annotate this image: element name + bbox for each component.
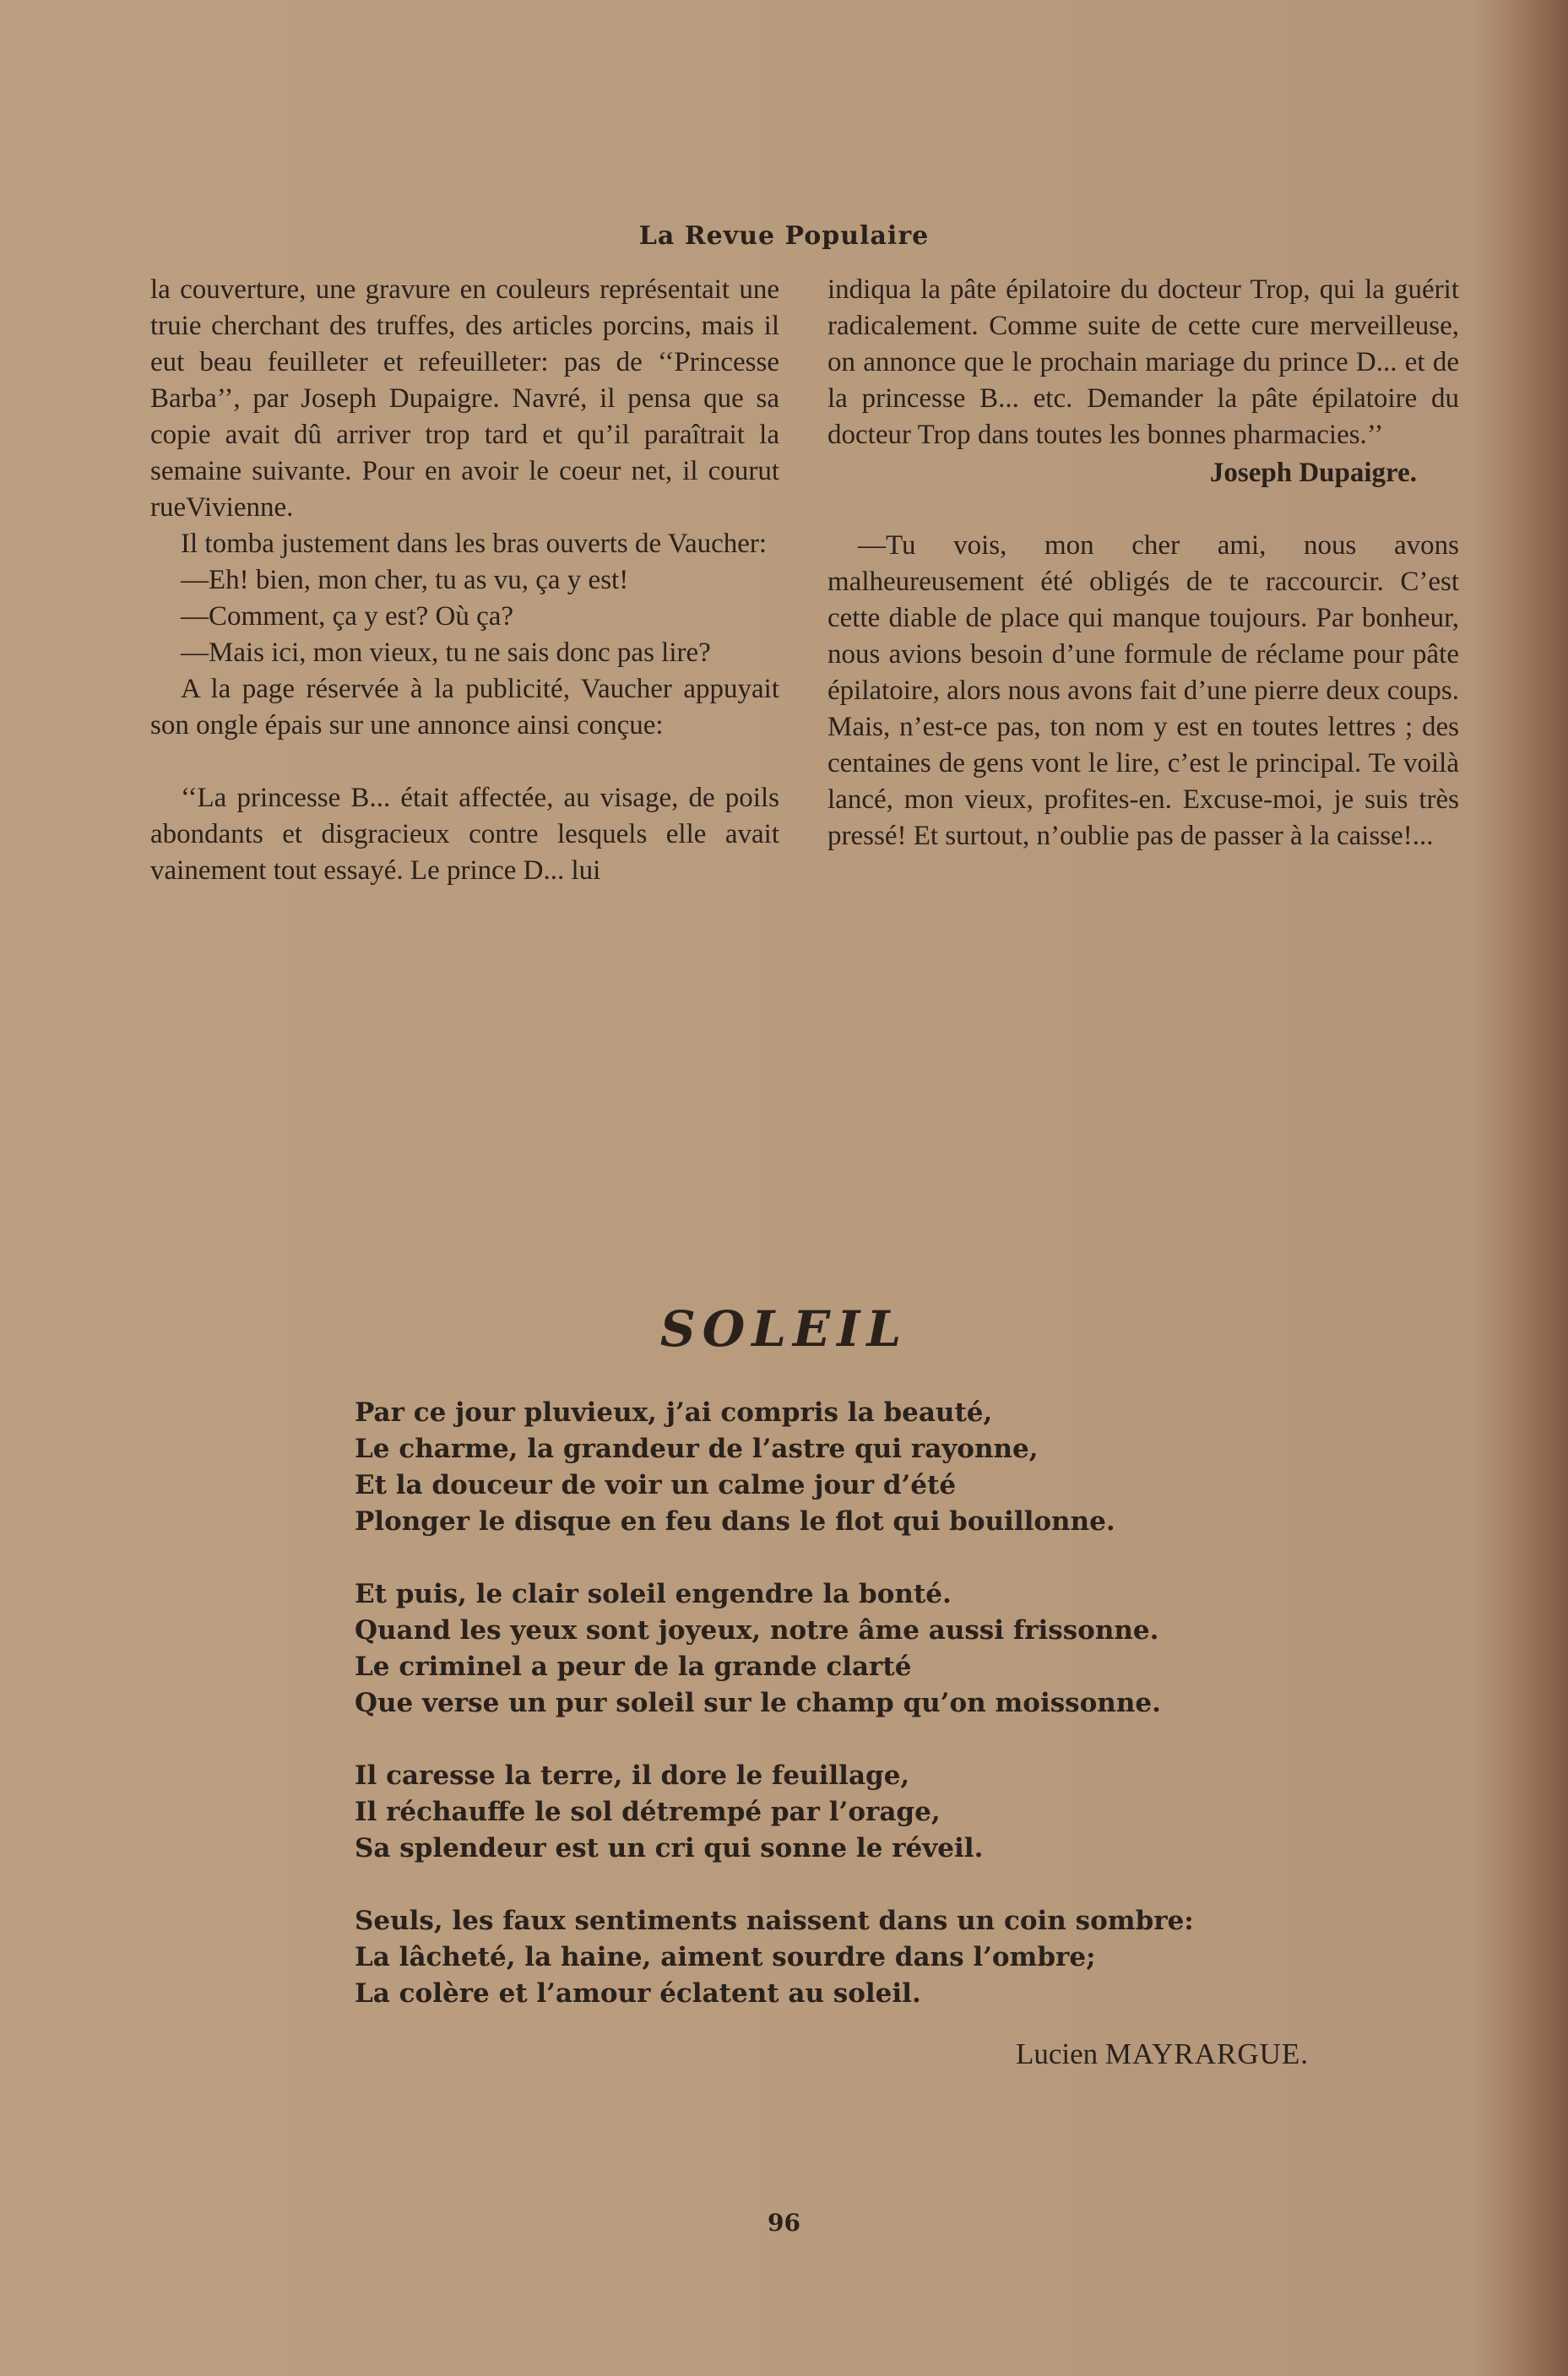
verse-line: La lâcheté, la haine, aiment sourdre dans l’ombre; [355, 1942, 1096, 1972]
author-last-name: MAYRARGUE. [1104, 2037, 1309, 2070]
paragraph: —Comment, ça y est? Où ça? [181, 601, 514, 632]
verse-line: Le criminel a peur de la grande clarté [355, 1652, 912, 1682]
stanza [355, 1576, 1368, 1722]
right-column [827, 272, 1459, 854]
stanza [355, 1903, 1368, 2012]
verse-line: Que verse un pur soleil sur le champ qu’on moissonne. [355, 1688, 1161, 1718]
poem-author [929, 2037, 1309, 2071]
verse-line: Il réchauffe le sol détrempé par l’orage, [355, 1797, 941, 1827]
paragraph: Il tomba justement dans les bras ouverts de Vaucher: [181, 529, 768, 559]
verse-line: Le charme, la grandeur de l’astre qui rayonne, [355, 1434, 1039, 1464]
paragraph: la couverture, une gravure en couleurs représentait une truie cherchant des truffes, des articles porcins, mais il eut beau feuilleter et refeuilleter: pas de ‘‘Princesse Barba’’, par Joseph Dupaigre. Navré, il pensa que sa copie avait dû arriver trop tard et qu’il paraîtrait la semaine suivante. Pour en avoir le coeur net, il courut rueVivienne. [150, 274, 779, 523]
left-column [150, 272, 779, 889]
poem [355, 1395, 1368, 2048]
stanza [355, 1758, 1368, 1867]
paragraph: indiqua la pâte épilatoire du docteur Trop, qui la guérit radicalement. Comme suite de cette cure merveilleuse, on annonce que le prochain mariage du prince D... et de la princesse B... etc. Demander la pâte épilatoire du docteur Trop dans toutes les bonnes pharmacies.’’ [827, 274, 1459, 450]
verse-line: Et puis, le clair soleil engendre la bonté. [355, 1579, 952, 1609]
page-number: 96 [768, 2209, 800, 2237]
poem-title: SOLEIL [659, 1300, 909, 1358]
verse-line: Par ce jour pluvieux, j’ai compris la beauté, [355, 1397, 993, 1428]
verse-line: Sa splendeur est un cri qui sonne le réveil. [355, 1833, 984, 1863]
paragraph: —Tu vois, mon cher ami, nous avons malheureusement été obligés de te raccourcir. C’est cette diable de place qui manque toujours. Par bonheur, nous avions besoin d’une formule de réclame pour pâte épilatoire, alors nous avons fait d’une pierre deux coups. Mais, n’est-ce pas, ton nom y est en toutes lettres ; des centaines de gens vont le lire, c’est le principal. Te voilà lancé, mon vieux, profites-en. Excuse-moi, je suis très pressé! Et surtout, n’oublie pas de passer à la caisse!... [827, 530, 1459, 851]
verse-line: Plonger le disque en feu dans le flot qui bouillonne. [355, 1506, 1115, 1537]
verse-line: Quand les yeux sont joyeux, notre âme aussi frissonne. [355, 1615, 1159, 1646]
paragraph: ‘‘La princesse B... était affectée, au visage, de poils abondants et disgracieux contre lesquels elle avait vainement tout essayé. Le prince D... lui [150, 783, 779, 886]
running-title: La Revue Populaire [638, 221, 930, 251]
verse-line: Et la douceur de voir un calme jour d’été [355, 1470, 957, 1500]
story-signature: Joseph Dupaigre. [1209, 458, 1417, 488]
verse-line: La colère et l’amour éclatent au soleil. [355, 1978, 921, 2009]
paragraph: —Eh! bien, mon cher, tu as vu, ça y est! [181, 565, 629, 595]
verse-line: Seuls, les faux sentiments naissent dans un coin sombre: [355, 1906, 1194, 1936]
stanza [355, 1395, 1368, 1540]
verse-line: Il caresse la terre, il dore le feuillage, [355, 1760, 910, 1791]
paragraph: A la page réservée à la publicité, Vaucher appuyait son ongle épais sur une annonce ainsi conçue: [150, 674, 779, 740]
paragraph: —Mais ici, mon vieux, tu ne sais donc pas lire? [181, 637, 711, 668]
author-first-name: Lucien [1015, 2037, 1099, 2070]
